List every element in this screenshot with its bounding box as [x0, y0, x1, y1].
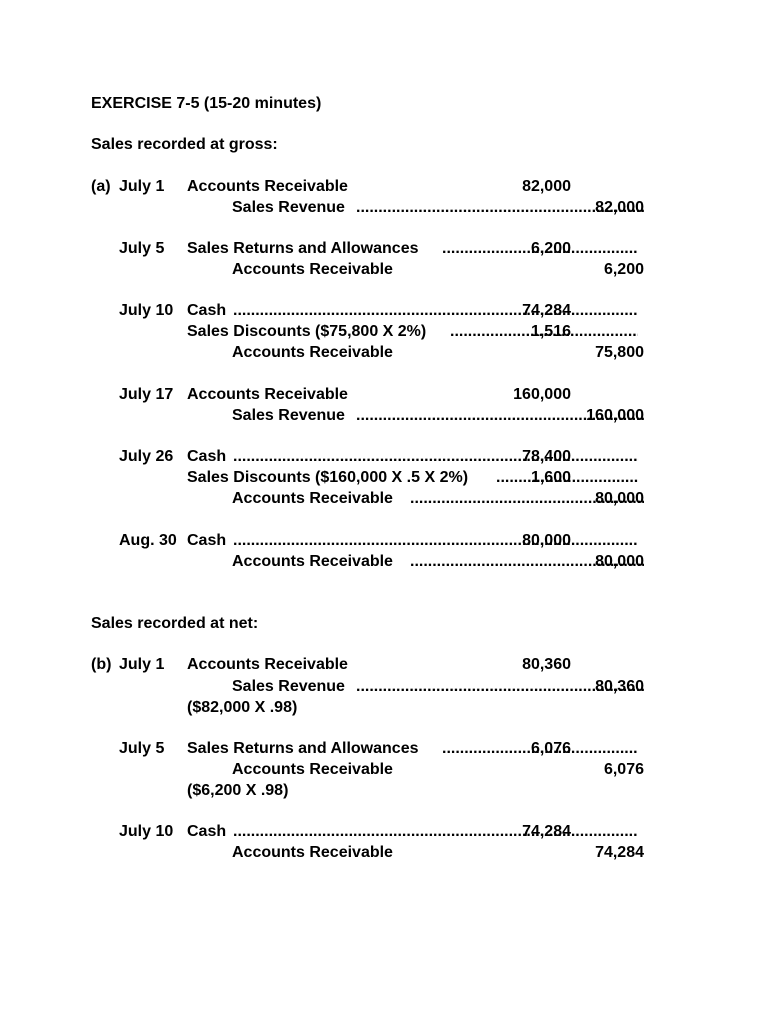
exercise-title: EXERCISE 7-5 (15-20 minutes)	[91, 95, 322, 112]
credit-amount: 6,200	[603, 261, 644, 278]
gross-heading: Sales recorded at gross:	[91, 136, 278, 153]
debit-amount: 80,360	[522, 656, 571, 673]
account-name: Accounts Receivable	[187, 656, 348, 673]
account-name: Sales Discounts ($75,800 X 2%)	[187, 323, 427, 340]
account-name: Sales Revenue	[232, 407, 345, 424]
debit-amount: 74,284	[522, 302, 571, 319]
account-name: Cash	[187, 448, 227, 465]
leader-dots	[233, 822, 638, 842]
entry-date: July 1	[119, 656, 165, 673]
account-name: Sales Discounts ($160,000 X .5 X 2%)	[187, 469, 469, 486]
entry-date: July 10	[119, 823, 174, 840]
entry-date: July 10	[119, 302, 174, 319]
account-name: Accounts Receivable	[232, 761, 393, 778]
leader-dots	[233, 447, 638, 467]
credit-amount: 80,000	[595, 490, 644, 507]
leader-dots	[233, 531, 638, 551]
account-name: Accounts Receivable	[232, 844, 393, 861]
entry-date: Aug. 30	[119, 532, 177, 549]
entry-date: July 5	[119, 740, 165, 757]
account-name: Accounts Receivable	[187, 386, 348, 403]
credit-amount: 6,076	[603, 761, 644, 778]
credit-amount: 160,000	[586, 407, 644, 424]
credit-amount: 82,000	[595, 199, 644, 216]
credit-amount: 80,360	[595, 678, 644, 695]
credit-amount: 75,800	[595, 344, 644, 361]
entry-date: July 5	[119, 240, 165, 257]
computation-note: ($82,000 X .98)	[187, 699, 298, 716]
debit-amount: 1,516	[530, 323, 571, 340]
account-name: Cash	[187, 823, 227, 840]
account-name: Sales Returns and Allowances	[187, 740, 419, 757]
account-name: Accounts Receivable	[232, 344, 393, 361]
account-name: Cash	[187, 532, 227, 549]
account-name: Accounts Receivable	[187, 178, 348, 195]
part-b-label: (b)	[91, 656, 112, 673]
part-a-label: (a)	[91, 178, 111, 195]
credit-amount: 80,000	[595, 553, 644, 570]
computation-note: ($6,200 X .98)	[187, 782, 289, 799]
entry-date: July 26	[119, 448, 174, 465]
debit-amount: 74,284	[522, 823, 571, 840]
entry-date: July 1	[119, 178, 165, 195]
debit-amount: 1,600	[530, 469, 571, 486]
credit-amount: 74,284	[595, 844, 644, 861]
entry-date: July 17	[119, 386, 174, 403]
net-heading: Sales recorded at net:	[91, 615, 259, 632]
account-name: Accounts Receivable	[232, 553, 393, 570]
account-name: Accounts Receivable	[232, 490, 393, 507]
account-name: Sales Revenue	[232, 199, 345, 216]
debit-amount: 6,200	[530, 240, 571, 257]
account-name: Sales Returns and Allowances	[187, 240, 419, 257]
account-name: Accounts Receivable	[232, 261, 393, 278]
leader-dots	[233, 301, 638, 321]
debit-amount: 80,000	[522, 532, 571, 549]
debit-amount: 160,000	[513, 386, 571, 403]
debit-amount: 82,000	[522, 178, 571, 195]
debit-amount: 6,076	[530, 740, 571, 757]
debit-amount: 78,400	[522, 448, 571, 465]
account-name: Sales Revenue	[232, 678, 345, 695]
account-name: Cash	[187, 302, 227, 319]
